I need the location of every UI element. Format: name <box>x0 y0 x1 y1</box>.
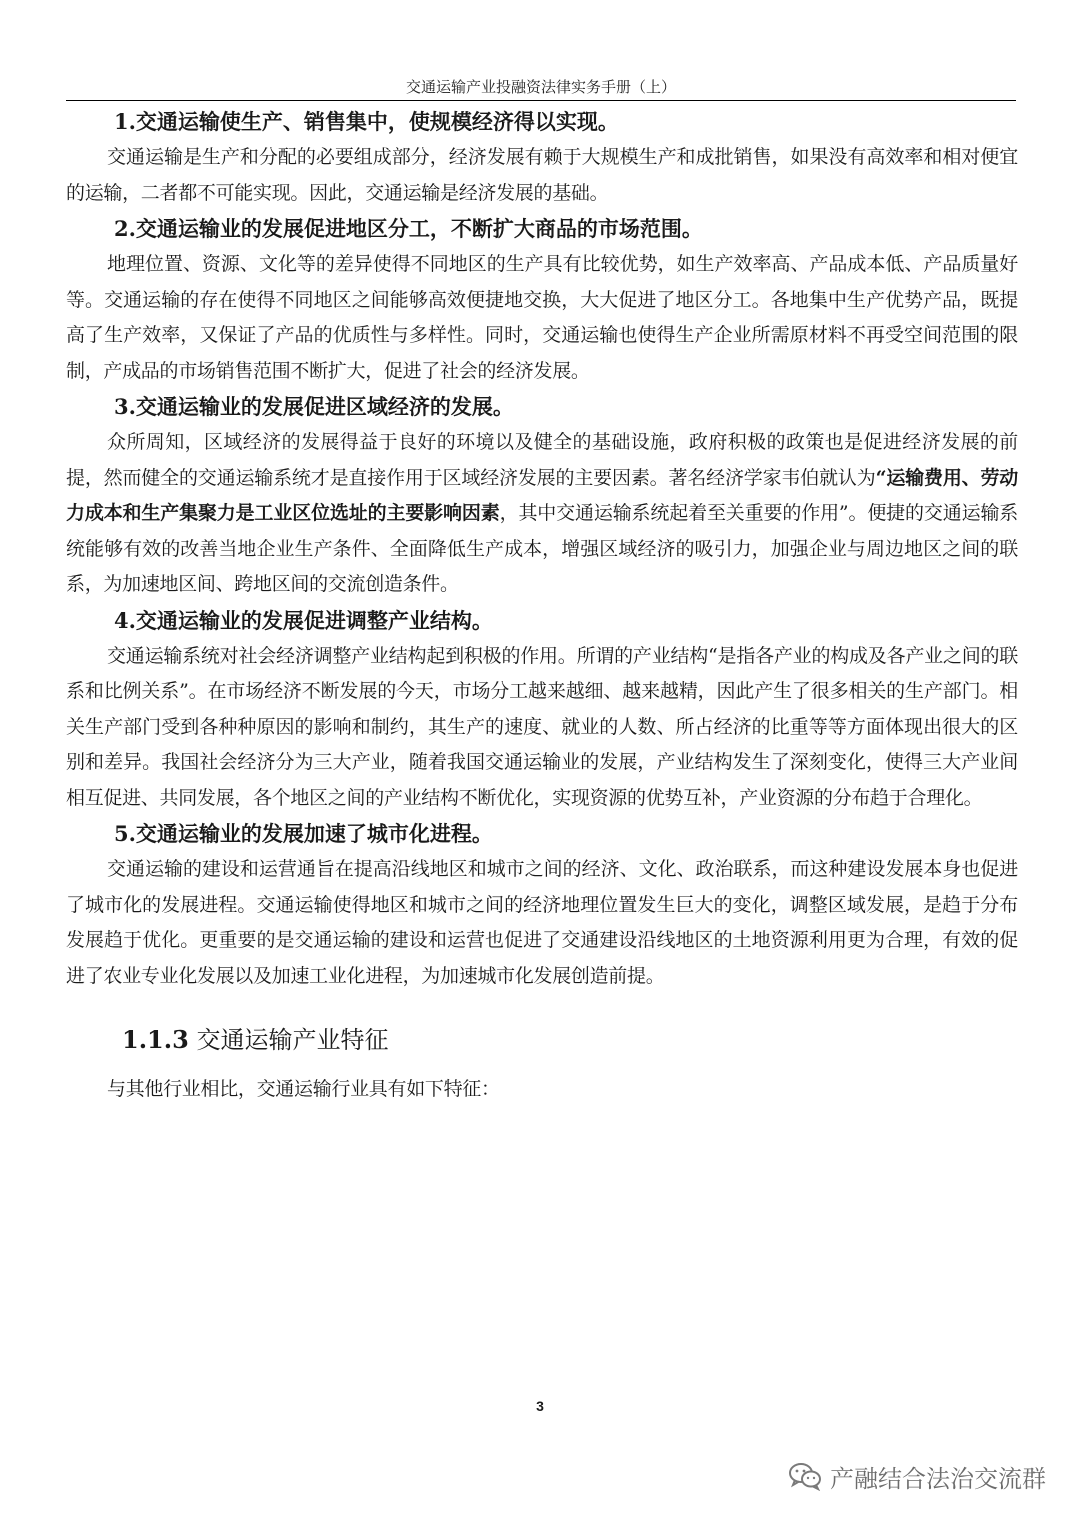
watermark-text: 产融结合法治交流群 <box>830 1464 1046 1493</box>
section-4-heading: 4.交通运输业的发展促进调整产业结构。 <box>114 607 493 633</box>
section-3-paragraph-pre: 众所周知，区域经济的发展得益于良好的环境以及健全的基础设施，政府积极的政策也是促进经济发展的前提，然而健全的交通运输系统才是直接作用于区域经济发展的主要因素。著名经济学家韦伯就认为 <box>66 431 1018 489</box>
section-1-heading: 1.交通运输使生产、销售集中，使规模经济得以实现。 <box>114 109 619 134</box>
section-3-paragraph-post: ，其中交通运输系统起着至关重要的作用”。便捷的交通运输系统能够有效的改善当地企业生产条件、全面降低生产成本，增强区域经济的吸引力，加强企业与周边地区之间的联系，为加速地区间、跨地区间的交流创造条件。 <box>66 502 1018 595</box>
section-5-heading: 5.交通运输业的发展加速了城市化进程。 <box>114 821 493 846</box>
subsection-intro: 与其他行业相比，交通运输行业具有如下特征： <box>107 1078 500 1100</box>
running-header: 交通运输产业投融资法律实务手册（上） <box>405 78 676 96</box>
watermark <box>788 1458 1046 1494</box>
page-number: 3 <box>536 1398 544 1414</box>
section-4-paragraph: 交通运输系统对社会经济调整产业结构起到积极的作用。所谓的产业结构“是指各产业的构成及各产业之间的联系和比例关系”。在市场经济不断发展的今天，市场分工越来越细、越来越精，因此产生了很多相关的生产部门。相关生产部门受到各种种原因的影响和制约，其生产的速度、就业的人数、所占经济的比重等等方面体现出很大的区别和差异。我国社会经济分为三大产业，随着我国交通运输业的发展，产业结构发生了深刻变化，使得三大产业间相互促进、共同发展，各个地区之间的产业结构不断优化，实现资源的优势互补，产业资源的分布趋于合理化。 <box>66 644 1018 809</box>
section-5-paragraph: 交通运输的建设和运营通旨在提高沿线地区和城市之间的经济、文化、政治联系，而这种建设发展本身也促进了城市化的发展进程。交通运输使得地区和城市之间的经济地理位置发生巨大的变化，调整区域发展，是趋于分布发展趋于优化。更重要的是交通运输的建设和运营也促进了交通建设沿线地区的土地资源利用更为合理，有效的促进了农业专业化发展以及加速工业化进程，为加速城市化发展创造前提。 <box>66 858 1018 987</box>
page-content <box>66 104 1018 1108</box>
section-1-paragraph: 交通运输是生产和分配的必要组成部分，经济发展有赖于大规模生产和成批销售，如果没有高效率和相对便宜的运输，二者都不可能实现。因此，交通运输是经济发展的基础。 <box>66 146 1018 204</box>
wechat-icon <box>788 1461 822 1491</box>
subsection-title-text: 交通运输产业特征 <box>196 1026 389 1054</box>
subsection-title <box>66 1020 1018 1060</box>
section-3-bold-quote: “运输费用、劳动力成本和生产集聚力是工业区位选址的主要影响因素 <box>66 466 1018 524</box>
section-3-heading: 3.交通运输业的发展促进区域经济的发展。 <box>114 394 514 419</box>
subsection-number: 1.1.3 <box>122 1025 189 1054</box>
section-3-paragraph <box>66 425 1018 603</box>
header-divider <box>66 100 1016 101</box>
section-2-heading: 2.交通运输业的发展促进地区分工，不断扩大商品的市场范围。 <box>114 216 703 241</box>
section-2-paragraph: 地理位置、资源、文化等的差异使得不同地区的生产具有比较优势，如生产效率高、产品成本低、产品质量好等。交通运输的存在使得不同地区之间能够高效便捷地交换，大大促进了地区分工。各地集中生产优势产品，既提高了生产效率，又保证了产品的优质性与多样性。同时，交通运输也使得生产企业所需原材料不再受空间范围的限制，产成品的市场销售范围不断扩大，促进了社会的经济发展。 <box>66 253 1018 382</box>
